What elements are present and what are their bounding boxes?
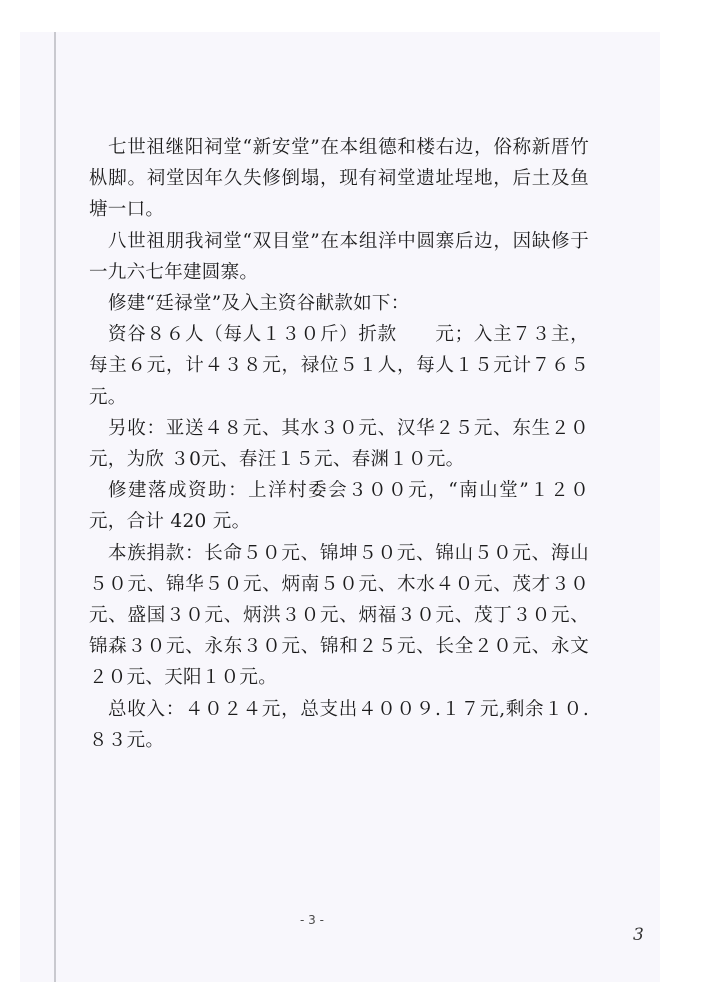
paragraph-ancestral-hall-xinan: 七世祖继阳祠堂“新安堂”在本组德和楼右边，俗称新厝竹枞脚。祠堂因年久失修倒塌，现有祠堂遗址埕地，后土及鱼塘一口。 [89,137,589,221]
document-body [89,132,589,756]
paragraph-clan-donations: 本族捐款：长命５０元、锦坤５０元、锦山５０元、海山５０元、锦华５０元、炳南５０元、木水４０元、茂才３０元、盛国３０元、炳洪３０元、炳福３０元、茂丁３０元、锦森３０元、永东３０元、锦和２５元、长全２０元、永文２０元、天阳１０元。 [89,542,589,689]
paragraph-ancestral-hall-shuangmu: 八世祖朋我祠堂“双目堂”在本组洋中圆寨后边，因缺修于一九六七年建圆寨。 [89,230,589,283]
paragraph-grain-and-tablet-donations: 资谷８６人（每人１３０斤）折款 元；入主７３主，每主６元，计４３８元，禄位５１人，每人１５元计７６５元。 [89,324,589,408]
printed-page-number: - 3 - [300,913,324,927]
paragraph-totals: 总收入：４０２４元，总支出４００９.１７元,剩余１０.８３元。 [89,698,589,751]
binding-margin-line [54,32,56,982]
paragraph-completion-sponsorship: 修建落成资助：上洋村委会３００元，“南山堂”１２０元，合计 420 元。 [89,480,589,533]
handwritten-page-number: 3 [633,925,644,945]
paragraph-tinglu-hall-intro: 修建“廷禄堂”及入主资谷献款如下： [108,293,410,315]
paragraph-other-receipts: 另收：亚送４８元、其水３０元、汉华２５元、东生２０元，为欣 ３0元、春汪１５元、春渊１０元。 [89,417,589,471]
